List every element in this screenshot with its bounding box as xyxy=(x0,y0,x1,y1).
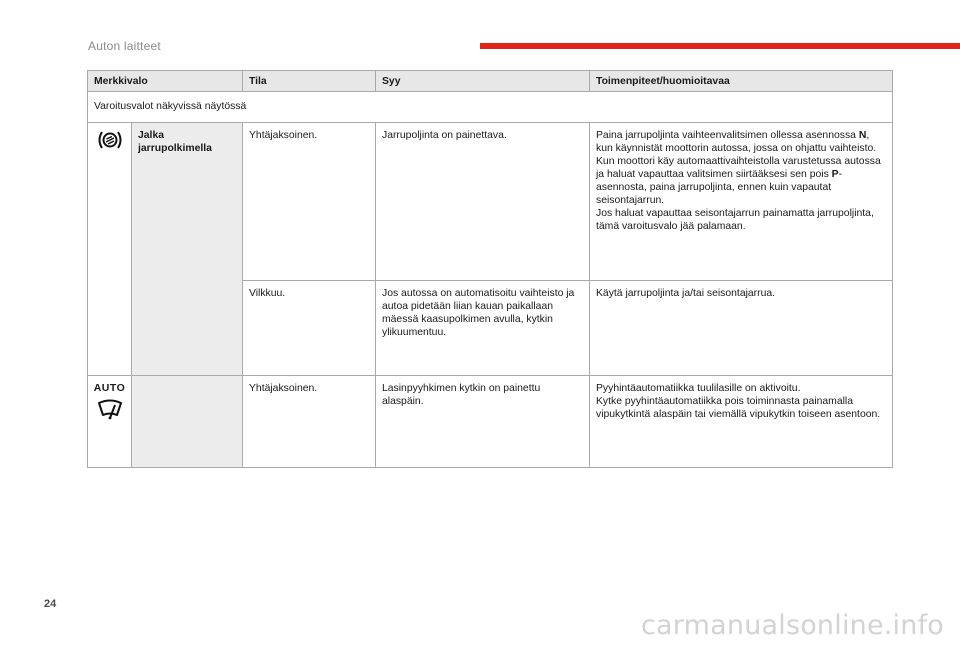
column-header-merkkivalo: Merkkivalo xyxy=(88,71,243,92)
warning-lights-table xyxy=(87,70,893,468)
action-text: Paina jarrupoljinta vaihteenvalitsimen ollessa asennossa xyxy=(596,130,859,141)
cause-cell: Jos autossa on automatisoitu vaihteisto ja autoa pidetään liian kauan paikallaan mäessä kaasupolkimen avulla, kytkin ylikuumentuu. xyxy=(376,281,590,376)
action-text: Pyyhintäautomatiikka tuulilasille on aktivoitu. Kytke pyyhintäautomatiikka pois toiminnasta painamalla vipukytkintä alaspäin tai viemällä vipukytkin toiseen asentoon. xyxy=(596,383,881,420)
action-cell xyxy=(590,123,893,281)
page-number: 24 xyxy=(44,598,57,610)
table-header-row xyxy=(88,71,893,92)
action-cell xyxy=(590,376,893,468)
table-row xyxy=(88,123,893,281)
state-cell: Yhtäjaksoinen. xyxy=(243,123,376,281)
state-cell: Yhtäjaksoinen. xyxy=(243,376,376,468)
section-title: Auton laitteet xyxy=(88,39,161,53)
action-cell xyxy=(590,281,893,376)
bold-gear-letter: P xyxy=(831,169,839,180)
bold-gear-letter: N xyxy=(858,130,867,141)
table-subheading: Varoitusvalot näkyvissä näytössä xyxy=(88,92,893,123)
auto-wiper-icon-cell xyxy=(88,376,132,468)
cause-cell: Lasinpyyhkimen kytkin on painettu alaspäin. xyxy=(376,376,590,468)
action-text: -asennosta, paina jarrupoljinta, ennen kuin vapautat seisontajarrun. Jos haluat vapauttaa seisontajarrun painamatta jarrupoljinta, tämä varoitusvalo jää palamaan. xyxy=(596,169,874,232)
brake-pedal-warning-icon xyxy=(95,143,125,154)
cause-cell: Jarrupoljinta on painettava. xyxy=(376,123,590,281)
watermark: carmanualsonline.info xyxy=(641,610,944,641)
lamp-name-brake: Jalka jarrupolkimella xyxy=(132,123,243,376)
column-header-toimenpiteet: Toimenpiteet/huomioitavaa xyxy=(590,71,893,92)
column-header-syy: Syy xyxy=(376,71,590,92)
auto-wiper-icon xyxy=(96,413,124,424)
header-accent-bar xyxy=(480,43,960,49)
table-row xyxy=(88,376,893,468)
state-cell: Vilkkuu. xyxy=(243,281,376,376)
action-text: Käytä jarrupoljinta ja/tai seisontajarrua. xyxy=(596,288,776,299)
lamp-name-wiper xyxy=(132,376,243,468)
auto-label: AUTO xyxy=(93,382,126,394)
column-header-tila: Tila xyxy=(243,71,376,92)
brake-icon-cell xyxy=(88,123,132,376)
action-text: , kun käynnistät moottorin autossa, jossa on ohjattu vaihteisto. Kun moottori käy automaattivaihteistolla varustetussa autossa ja haluat vapauttaa valitsimen siirtääksesi sen pois xyxy=(596,130,881,180)
table-subheading-row xyxy=(88,92,893,123)
